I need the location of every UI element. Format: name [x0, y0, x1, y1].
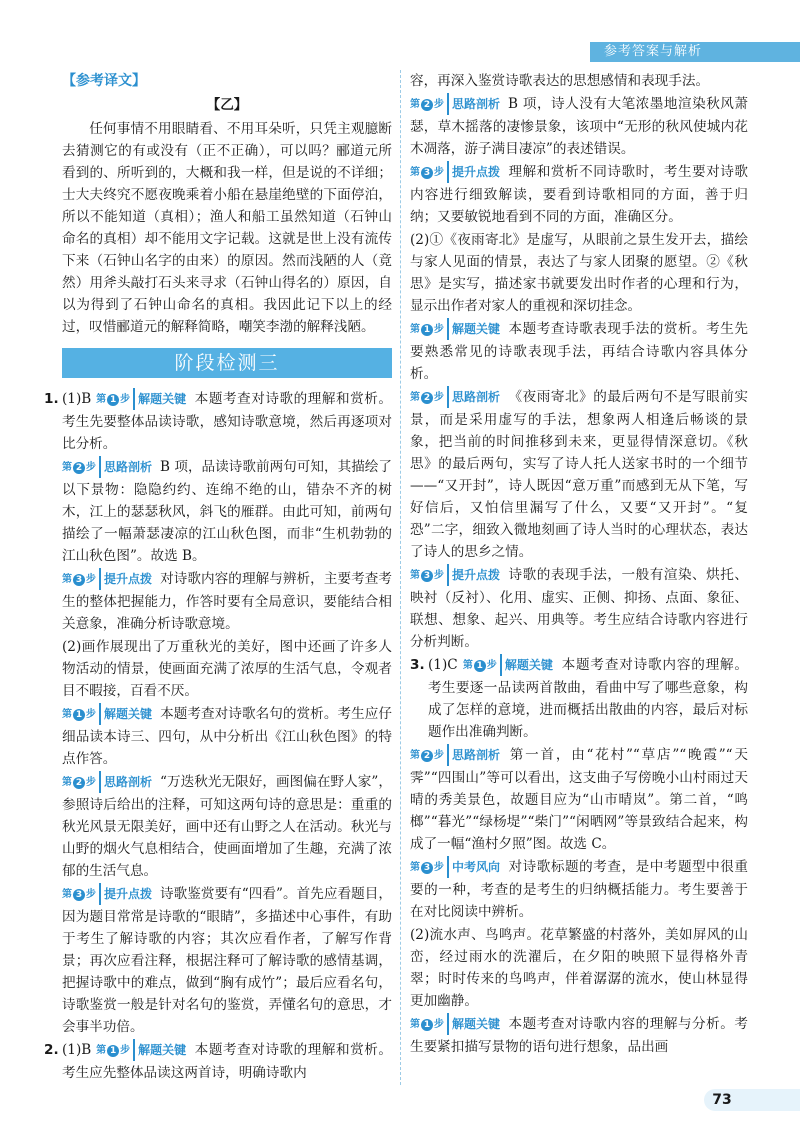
q2-part2-key-text: 本题考查诗歌表现手法的赏析。考生先要熟悉常见的诗歌表现手法，再结合诗歌内容具体分析。 [410, 321, 748, 382]
q1-part1-boost [62, 568, 392, 635]
analysis-tag: 思路剖析 [447, 744, 504, 766]
q3-part1-trend-text: 对诗歌标题的考查，是中考题型中很重要的一种，考查的是考生的归纳概括能力。考生要善于在对比阅读中辨析。 [410, 859, 748, 920]
boost-tag: 提升点拨 [99, 883, 156, 905]
key-tag: 解题关键 [447, 318, 504, 340]
boost-tag: 提升点拨 [447, 161, 504, 183]
q3-part1-key-text: 本题考查对诗歌内容的理解。考生要逐一品读两首散曲，看曲中写了哪些意象，构成了怎样的意境，进而概括出散曲的内容，最后对标题作出准确判断。 [428, 657, 749, 740]
analysis-tag: 思路剖析 [447, 386, 504, 408]
yi-title: 【乙】 [206, 97, 248, 113]
step-1-badge: 第 1 步 [410, 324, 444, 335]
question-1 [44, 388, 393, 1038]
translation-text: 任何事情不用眼睛看、不用耳朵听，只凭主观臆断去猜测它的有或没有（正不正确），可以吗？郦道元所看到的、所听到的，大概和我一样，但是说的不详细；士大夫终究不愿夜晚乘着小船在悬崖绝壁的下面停泊，所以不能知道（真相）；渔人和船工虽然知道（石钟山命名的真相）却不能用文字记载。这就是世上没有流传下来（石钟山名字的由来）的原因。然而浅陋的人（竟然）用斧头敲打石头来寻求（石钟山得名的）原因，自以为得到了石钟山命名的真相。我因此记下以上的经过，叹惜郦道元的解释简略，嘲笑李渤的解释浅陋。 [62, 121, 392, 335]
q2-part2-key [410, 318, 748, 385]
boost-tag: 提升点拨 [99, 568, 156, 590]
boost-tag: 提升点拨 [447, 564, 504, 586]
page-number: 73 [704, 1089, 740, 1111]
q2-part2-boost-text: 诗歌的表现手法，一般有渲染、烘托、映衬（反衬）、化用、虚实、正侧、抑扬、点面、象征、联想、想象、起兴、用典等。考生应结合诗歌内容进行分析判断。 [410, 567, 748, 650]
q2-part1-answer: (1)B [62, 1042, 92, 1058]
right-column [410, 70, 748, 1058]
stage-test-banner: 阶段检测三 [62, 348, 392, 378]
left-column [44, 70, 393, 1084]
q2-continued: 容，再深入鉴赏诗歌表达的思想感情和表现手法。 [410, 73, 710, 89]
step-1-badge: 第 1 步 [462, 660, 497, 671]
q3-part1-answer: (1)C [428, 657, 458, 673]
key-tag: 解题关键 [133, 388, 190, 410]
step-1-badge: 第 1 步 [96, 1045, 131, 1056]
analysis-tag: 思路剖析 [99, 771, 156, 793]
q3-part2-key [410, 1013, 748, 1058]
q3-part1 [410, 654, 748, 743]
column-divider [400, 70, 401, 1085]
q1-part2-analysis [62, 771, 392, 882]
q1-part1-analysis [62, 456, 392, 567]
step-2-badge: 第 2 步 [410, 99, 444, 110]
q3-part1-trend [410, 856, 748, 923]
page-number-bar [740, 1089, 800, 1111]
key-tag: 解题关键 [447, 1013, 504, 1035]
step-3-badge: 第 3 步 [62, 889, 96, 900]
q1-number: 1. [44, 391, 59, 407]
q3-part2-answer: (2)流水声、鸟鸣声。花草繁盛的村落外，美如屏风的山峦，经过雨水的洗濯后，在夕阳的映照下显得格外青翠；时时传来的鸟鸣声，伴着潺潺的流水，使山林显得更加幽静。 [410, 927, 748, 1009]
q2-part2-answer: (2)①《夜雨寄北》是虚写，从眼前之景生发开去，描绘与家人见面的情景，表达了与家人团聚的愿望。②《秋思》是实写，描述家书就要发出时作者的心理和行为，显示出作者对家人的重视和深切挂念。 [410, 232, 748, 314]
q3-part1-analysis-text: 第一首，由“花村”“草店”“晚霞”“天霁”“四围山”等可以看出，这支曲子写傍晚小山村雨过天晴的秀美景色，故题目应为“山市晴岚”。第二首，“鸣榔”“暮光”“绿杨堤”“柴门”“闲晒网”等景致结合起来，构成了一幅“渔村夕照”图。故选 C。 [410, 747, 748, 852]
q1-part2-answer: (2)画作展现出了万重秋光的美好，图中还画了许多人物活动的情景，使画面充满了浓厚的生活气息，令观者目不暇接，百看不厌。 [62, 639, 392, 699]
q1-part2-key [62, 703, 392, 770]
q1-part2-analysis-text: “万迭秋光无限好，画图偏在野人家”，参照诗后给出的注释，可知这两句诗的意思是：重重的秋光风景无限美好，画中还有山野之人在活动。秋光与山野的烟火气息相结合，使画面增加了生趣，充满了浓郁的生活气息。 [62, 774, 392, 879]
step-2-badge: 第 2 步 [62, 462, 96, 473]
step-3-badge: 第 3 步 [62, 574, 96, 585]
q2-part2-boost [410, 564, 748, 653]
q2-part1-key-text: 本题考查对诗歌的理解和赏析。考生应先整体品读这两首诗，明确诗歌内 [62, 1042, 393, 1081]
q1-part2-boost [62, 883, 392, 1038]
step-3-badge: 第 3 步 [410, 862, 444, 873]
step-3-badge: 第 3 步 [410, 570, 444, 581]
key-tag: 解题关键 [133, 1039, 190, 1061]
q1-part1-analysis-text: B 项，品读诗歌前两句可知，其描绘了以下景物：隐隐约约、连绵不绝的山，错杂不齐的树木，江上的瑟瑟秋风，斜飞的雁群。由此可知，前两句描绘了一幅萧瑟凄凉的江山秋色图，而非“生机勃勃的江山秋色图”。故选 B。 [62, 459, 392, 564]
q1-part1-answer: (1)B [62, 391, 92, 407]
step-2-badge: 第 2 步 [62, 777, 96, 788]
q2-part1 [44, 1039, 393, 1084]
analysis-tag: 思路剖析 [447, 93, 504, 115]
key-tag: 解题关键 [500, 654, 557, 676]
step-1-badge: 第 1 步 [62, 709, 96, 720]
analysis-tag: 思路剖析 [99, 456, 156, 478]
section-header-label: 参考答案与解析 [590, 42, 800, 62]
question-3 [410, 654, 748, 1058]
q3-number: 3. [410, 657, 425, 673]
q1-part1-boost-text: 对诗歌内容的理解与辨析，主要考查考生的整体把握能力，作答时要有全局意识，要能结合相关意象，准确分析诗歌意境。 [62, 571, 392, 632]
step-1-badge: 第 1 步 [96, 394, 131, 405]
q2-number: 2. [44, 1042, 59, 1058]
step-3-badge: 第 3 步 [410, 167, 444, 178]
q3-part2-key-text: 本题考查对诗歌内容的理解与分析。考生要紧扣描写景物的语句进行想象，品出画 [410, 1016, 748, 1055]
key-tag: 解题关键 [99, 703, 156, 725]
q1-part2-key-text: 本题考查对诗歌名句的赏析。考生应仔细品读本诗三、四句，从中分析出《江山秋色图》的特点作答。 [62, 706, 392, 767]
step-2-badge: 第 2 步 [410, 392, 444, 403]
step-1-badge: 第 1 步 [410, 1019, 444, 1030]
step-2-badge: 第 2 步 [410, 750, 444, 761]
q2-part2-analysis-text: 《夜雨寄北》的最后两句不是写眼前实景，而是采用虚写的手法，想象两人相逢后畅谈的景象，把当前的时间推移到未来，更显得情深意切。《秋思》的最后两句，实写了诗人托人送家书时的一个细节——“又开封”，诗人既因“意万重”而感到无从下笔，写好信后，又怕信里漏写了什么，又要“又开封”。“复恐”二字，细致入微地刻画了诗人当时的心理状态，表达了诗人的思乡之情。 [410, 389, 748, 560]
q3-part1-analysis [410, 744, 748, 855]
q2-part1-boost [410, 161, 748, 228]
q2-part1-analysis [410, 93, 748, 160]
reference-translation-title: 【参考译文】 [62, 73, 146, 89]
q2-part1-boost-text: 理解和赏析不同诗歌时，考生要对诗歌内容进行细致解读，要看到诗歌相同的方面，善于归纳；又要敏锐地看到不同的方面，准确区分。 [410, 164, 748, 225]
q1-part1-key-text: 本题考查对诗歌的理解和赏析。考生先要整体品读诗歌，感知诗歌意境，然后再逐项对比分析。 [62, 391, 393, 452]
question-2 [44, 1039, 393, 1084]
q1-part2-boost-text: 诗歌鉴赏要有“四看”。首先应看题目，因为题目常常是诗歌的“眼睛”，多描述中心事件，有助于考生了解诗歌的内容；其次应看作者，了解写作背景；再次应看注释，根据注释可了解诗歌的感情基调，把握诗歌中的难点，做到“胸有成竹”；最后应看名句，诗歌鉴赏一般是针对名句的鉴赏，弄懂名句的意思，才会事半功倍。 [62, 886, 392, 1035]
trend-tag: 中考风向 [447, 856, 504, 878]
q1-part1 [44, 388, 393, 455]
q2-part1-analysis-text: B 项，诗人没有大笔浓墨地渲染秋风萧瑟，草木摇落的凄惨景象，该项中“无形的秋风使城内花木凋落，游子满目凄凉”的表述错误。 [410, 96, 748, 157]
q2-part2-analysis [410, 386, 748, 563]
